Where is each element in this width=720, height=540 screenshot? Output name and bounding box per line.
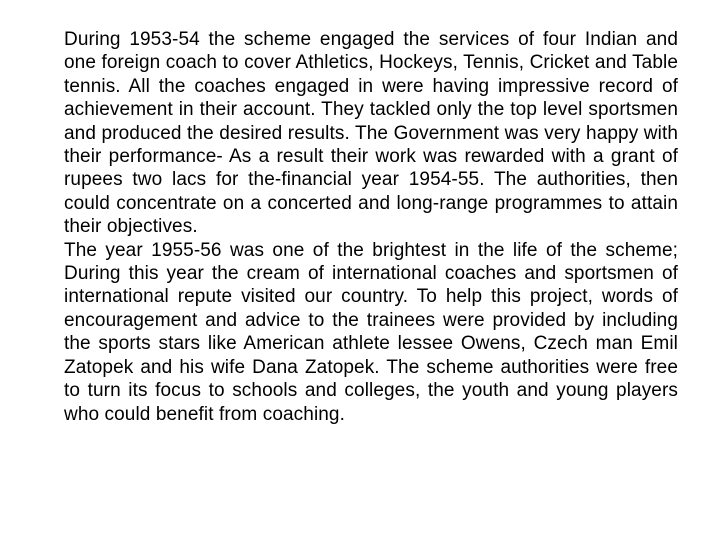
body-text xyxy=(64,28,678,426)
paragraph-1953-54: During 1953-54 the scheme engaged the services of four Indian and one foreign coach to cover Athletics, Hockeys, Tennis, Cricket and Table tennis. All the coaches engaged in were having impressive record of achievement in their account. They tackled only the top level sportsmen and produced the desired results. The Government was very happy with their performance- As a result their work was rewarded with a grant of rupees two lacs for the-financial year 1954-55. The authorities, then could concentrate on a concerted and long-range programmes to attain their objectives. xyxy=(64,29,678,238)
paragraph-1955-56: The year 1955-56 was one of the brightest in the life of the scheme; During this year the cream of international coaches and sportsmen of international repute visited our country. To help this project, words of encouragement and advice to the trainees were provided by including the sports stars like American athlete lessee Owens, Czech man Emil Zatopek and his wife Dana Zatopek. The scheme authorities were free to turn its focus to schools and colleges, the youth and young players who could benefit from coaching. xyxy=(64,239,678,425)
